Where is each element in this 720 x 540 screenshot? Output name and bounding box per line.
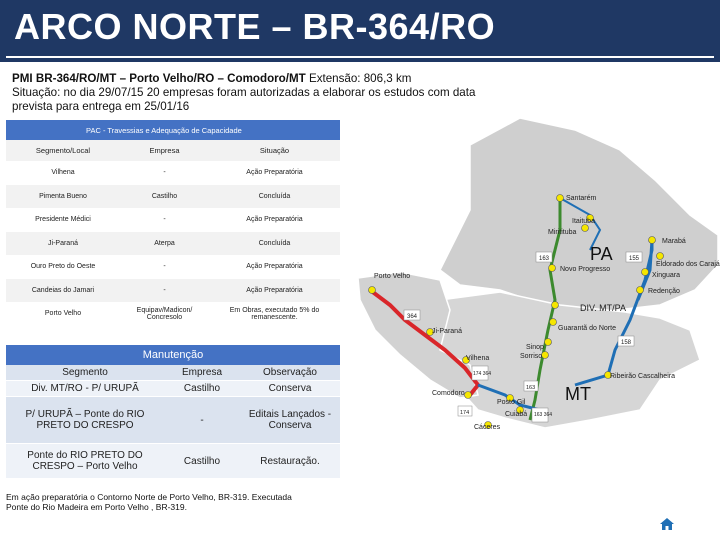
man-cell: Ponte do RIO PRETO DO CRESPO – Porto Velho (6, 444, 164, 479)
pac-cell: Em Obras, executado 5% do remanescente. (229, 306, 320, 321)
pac-cell: Concluída (209, 232, 340, 256)
man-cell: P/ URUPÃ – Ponte do RIO PRETO DO CRESPO (6, 397, 164, 444)
pac-cell: Ação Preparatória (246, 216, 303, 224)
pac-cell: - (163, 263, 166, 271)
marker-guaranta (550, 319, 557, 326)
pac-cell: Candeias do Jamari (6, 279, 120, 303)
pac-col-situacao: Situação (209, 140, 340, 161)
city-novo-progresso: Novo Progresso (560, 266, 611, 273)
city-posto-gil: Posto Gil (497, 399, 526, 406)
table-row (6, 444, 340, 479)
city-santarem: Santarém (566, 195, 597, 202)
city-vilhena: Vilhena (466, 355, 490, 362)
badge-163-364: 163 364 (534, 412, 553, 418)
marker-eldorado (657, 253, 664, 260)
pac-cell: Ouro Preto do Oeste (30, 263, 96, 271)
table-row (6, 208, 340, 232)
marker-novo-progresso (549, 265, 556, 272)
city-ribeirao: Ribeirão Cascalheira (610, 373, 675, 380)
man-cell: - (164, 397, 240, 444)
table-row (6, 255, 340, 279)
pac-cell: - (120, 279, 209, 303)
table-header-row (6, 365, 340, 381)
table-row (6, 232, 340, 256)
badge-174b: 174 (460, 410, 470, 416)
marker-xinguara (642, 269, 649, 276)
table-row (6, 381, 340, 397)
pac-cell: Ação Preparatória (246, 263, 303, 271)
marker-porto-velho (369, 287, 376, 294)
pac-cell: Pimenta Bueno (6, 185, 120, 209)
table-row (6, 161, 340, 185)
pac-cell: Equipav/Madicon/ Concresolo (136, 306, 193, 321)
marker-sinop (545, 339, 552, 346)
marker-santarem (557, 195, 564, 202)
city-ji-parana: Ji-Paraná (432, 328, 462, 335)
man-col-empresa: Empresa (164, 365, 240, 381)
pac-cell: - (163, 216, 166, 224)
city-xinguara: Xinguara (652, 272, 681, 279)
pac-table-title: PAC - Travessias e Adequação de Capacidade (6, 120, 340, 140)
pac-col-segmento: Segmento/Local (6, 140, 120, 161)
manutencao-table (6, 365, 340, 479)
city-comodoro: Comodoro (432, 390, 465, 397)
city-miritituba: Miritituba (548, 229, 577, 236)
pac-cell: Castilho (120, 185, 209, 209)
pac-col-empresa: Empresa (120, 140, 209, 161)
marker-maraba (649, 237, 656, 244)
pac-cell: Ação Preparatória (246, 169, 303, 177)
city-porto-velho: Porto Velho (374, 273, 411, 280)
man-cell: Div. MT/RO - P/ URUPÃ (6, 381, 164, 397)
city-sinop: Sinop (526, 344, 544, 351)
man-cell: Restauração. (240, 444, 340, 479)
city-redencao: Redenção (648, 288, 680, 295)
city-sorriso: Sorriso (520, 353, 543, 360)
badge-155: 155 (629, 256, 640, 262)
man-cell: Conserva (240, 381, 340, 397)
project-summary (12, 72, 502, 114)
project-name: PMI BR-364/RO/MT – Porto Velho/RO – Comodoro/MT (12, 72, 306, 85)
city-eldorado: Eldorado dos Carajá (656, 261, 720, 268)
table-row (6, 302, 340, 326)
badge-174-364: 174 364 (473, 371, 492, 377)
city-itaituba: Itaituba (572, 218, 595, 225)
badge-163: 163 (539, 256, 550, 262)
manutencao-title: Manutenção (6, 345, 340, 365)
route-map (336, 115, 720, 445)
state-label-mt: MT (565, 384, 591, 404)
man-col-segmento: Segmento (6, 365, 164, 381)
table-row (6, 279, 340, 303)
marker-redencao (637, 287, 644, 294)
slide-header (0, 0, 720, 62)
project-extension: Extensão: 806,3 km (305, 72, 412, 85)
table-row (6, 185, 340, 209)
table-row (6, 397, 340, 444)
pac-cell: Porto Velho (44, 310, 82, 318)
pac-cell: Concluída (209, 185, 340, 209)
city-cuiaba: Cuiabá (505, 411, 528, 418)
project-status: Situação: no dia 29/07/15 20 empresas foram autorizadas a elaborar os estudos com data prevista para entrega em 25/01/16 (12, 86, 476, 113)
city-maraba: Marabá (662, 238, 686, 245)
marker-comodoro (465, 392, 472, 399)
pac-cell: Vilhena (51, 169, 75, 177)
man-col-observacao: Observação (240, 365, 340, 381)
badge-158: 158 (621, 340, 632, 346)
man-cell: Castilho (164, 381, 240, 397)
div-mt-pa-label: DIV. MT/PA (580, 303, 627, 313)
home-icon[interactable] (660, 518, 674, 530)
pac-cell: - (163, 169, 166, 177)
city-caceres: Cáceres (474, 424, 501, 431)
badge-364: 364 (407, 314, 418, 320)
marker-miritituba (582, 225, 589, 232)
project-line (12, 72, 502, 86)
footnote: Em ação preparatória o Contorno Norte de Porto Velho, BR-319. Executada Ponte do Rio Madeira em Porto Velho , BR-319. (6, 492, 292, 512)
man-cell: Editais Lançados - Conserva (240, 397, 340, 444)
city-guaranta: Guarantã do Norte (558, 325, 616, 332)
para-state-shape (440, 118, 718, 312)
badge-163b: 163 (526, 385, 536, 391)
state-label-pa: PA (590, 244, 613, 264)
marker-sorriso (542, 352, 549, 359)
man-cell: Castilho (164, 444, 240, 479)
pac-cell: Aterpa (120, 232, 209, 256)
pac-cell: Ação Preparatória (209, 279, 340, 303)
pac-cell: Ji-Paraná (6, 232, 120, 256)
marker-div-mt-pa (552, 302, 559, 309)
header-divider (6, 56, 714, 58)
pac-table (6, 120, 340, 326)
pac-cell: Presidente Médici (35, 216, 91, 224)
page-title: ARCO NORTE – BR-364/RO (14, 6, 496, 47)
